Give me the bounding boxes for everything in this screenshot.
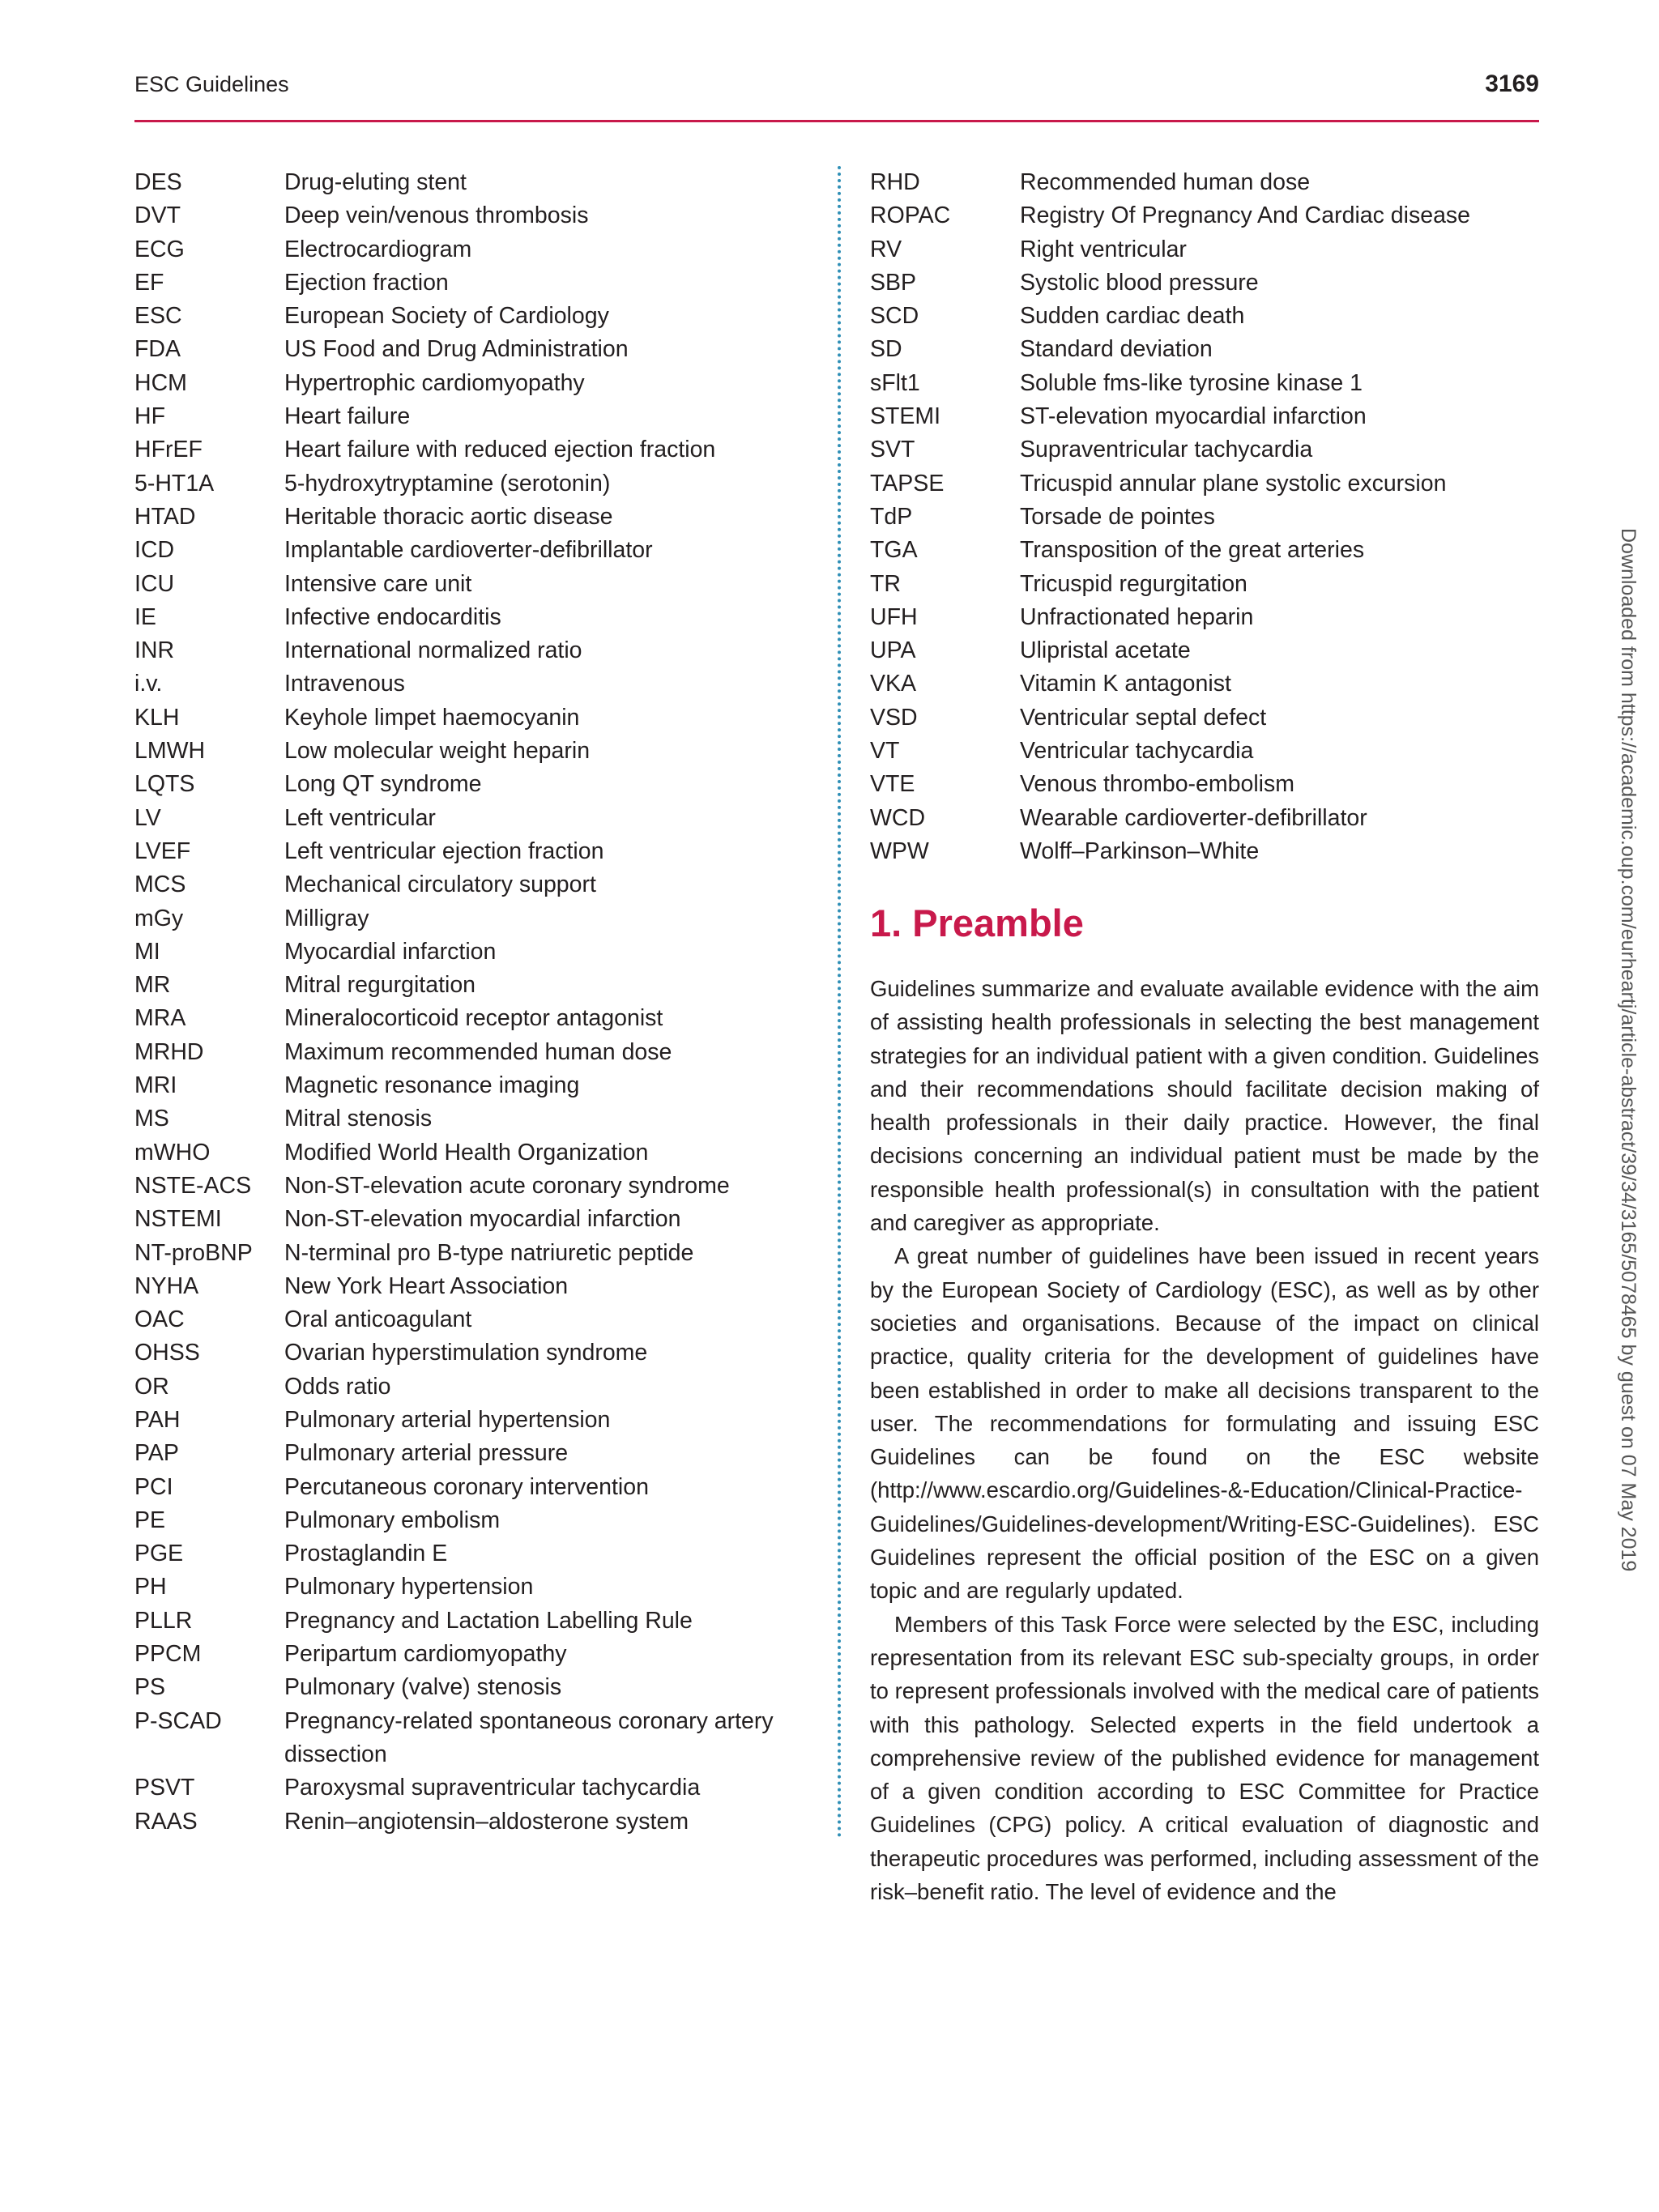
abbreviation-definition: Myocardial infarction xyxy=(284,938,497,965)
abbreviation-definition: Implantable cardioverter-defibrillator xyxy=(284,537,653,564)
header-rule xyxy=(134,120,1539,122)
abbreviation-row xyxy=(134,1571,815,1604)
abbreviation-row xyxy=(134,1771,815,1805)
abbreviation-definition: Heart failure with reduced ejection fraction xyxy=(284,437,716,463)
abbreviation-row xyxy=(870,166,1539,199)
abbreviation-row xyxy=(870,467,1539,501)
abbreviation-row xyxy=(134,1002,815,1035)
abbreviation-definition: Transposition of the great arteries xyxy=(1020,537,1365,564)
abbreviation-definition: Keyhole limpet haemocyanin xyxy=(284,704,580,731)
abbreviation-term: TGA xyxy=(870,537,918,564)
abbreviation-definition: Maximum recommended human dose xyxy=(284,1038,672,1065)
abbreviation-row xyxy=(134,233,815,266)
abbreviation-row xyxy=(134,400,815,433)
abbreviation-term: 5-HT1A xyxy=(134,470,215,497)
abbreviation-definition: Heritable thoracic aortic disease xyxy=(284,503,613,530)
abbreviation-term: MRA xyxy=(134,1005,186,1032)
abbreviation-definition: Deep vein/venous thrombosis xyxy=(284,202,589,229)
abbreviation-row xyxy=(134,367,815,400)
abbreviation-row xyxy=(870,667,1539,701)
abbreviation-row xyxy=(134,1404,815,1437)
abbreviation-definition: Oral anticoagulant xyxy=(284,1306,472,1333)
abbreviation-row xyxy=(134,667,815,701)
abbreviation-row xyxy=(134,1336,815,1370)
column-divider xyxy=(838,166,841,1839)
abbreviation-term: DES xyxy=(134,169,182,195)
abbreviation-definition: N-terminal pro B-type natriuretic peptide xyxy=(284,1239,694,1266)
abbreviation-term: TR xyxy=(870,570,901,597)
abbreviation-term: IE xyxy=(134,603,156,630)
abbreviation-row xyxy=(870,433,1539,467)
body-paragraph: A great number of guidelines have been issued in recent years by the European Society of Cardiology (ESC), as well as by other societies and organisations. Because of the impact on clinical practice, quality criteria for the development of guidelines have been established in order to make all decisions transparent to the user. The recommendations for formulating and issuing ESC Guidelines can be found on the ESC website (http://www.escardio.org/Guidelines-&-Education/Clinical-Practice-Guidelines/Guidelines-development/Writing-ESC-Guidelines). ESC Guidelines represent the official position of the ESC on a given topic and are regularly updated. xyxy=(870,1243,1539,1604)
abbreviation-term: ROPAC xyxy=(870,202,951,229)
abbreviation-definition: Mechanical circulatory support xyxy=(284,872,596,898)
abbreviation-definition: Non-ST-elevation myocardial infarction xyxy=(284,1206,681,1233)
abbreviation-row xyxy=(134,1437,815,1470)
abbreviation-row xyxy=(134,1705,815,1772)
abbreviation-term: MRI xyxy=(134,1072,177,1099)
abbreviation-definition: Pulmonary hypertension xyxy=(284,1574,534,1600)
abbreviation-definition: Tricuspid annular plane systolic excursion xyxy=(1020,470,1447,497)
abbreviation-row xyxy=(870,233,1539,266)
abbreviation-definition: Supraventricular tachycardia xyxy=(1020,437,1313,463)
abbreviation-list-left xyxy=(134,166,815,1839)
abbreviation-definition: Pulmonary arterial hypertension xyxy=(284,1406,611,1433)
abbreviation-definition: Left ventricular ejection fraction xyxy=(284,837,604,864)
abbreviation-term: SVT xyxy=(870,437,915,463)
abbreviation-row xyxy=(134,1237,815,1270)
abbreviation-definition: Sudden cardiac death xyxy=(1020,303,1245,330)
abbreviation-row xyxy=(134,266,815,300)
abbreviation-term: SBP xyxy=(870,269,917,296)
abbreviation-definition: Venous thrombo-embolism xyxy=(1020,771,1294,798)
abbreviation-row xyxy=(134,1270,815,1303)
abbreviation-row xyxy=(134,1136,815,1170)
abbreviation-row xyxy=(134,1537,815,1571)
abbreviation-definition: Percutaneous coronary intervention xyxy=(284,1473,649,1500)
abbreviation-list-right xyxy=(870,166,1539,868)
abbreviation-definition: Wolff–Parkinson–White xyxy=(1020,837,1260,864)
abbreviation-row xyxy=(134,1036,815,1069)
abbreviation-row xyxy=(134,1504,815,1537)
abbreviation-definition: Systolic blood pressure xyxy=(1020,269,1259,296)
abbreviation-term: DVT xyxy=(134,202,181,229)
abbreviation-definition: Torsade de pointes xyxy=(1020,503,1215,530)
abbreviation-term: LV xyxy=(134,804,161,831)
abbreviation-definition: Electrocardiogram xyxy=(284,236,472,262)
abbreviation-term: INR xyxy=(134,637,175,664)
body-paragraph: Members of this Task Force were selected by the ESC, including representation from its relevant ESC sub-specialty groups, in order to represent professionals involved with the medical care of patients with this pathology. Selected experts in the field undertook a comprehensive review of the published evidence for management of a given condition according to ESC Committee for Practice Guidelines (CPG) policy. A critical evaluation of diagnostic and therapeutic procedures was performed, including assessment of the risk–benefit ratio. The level of evidence and the xyxy=(870,1611,1539,1905)
abbreviation-term: OHSS xyxy=(134,1340,200,1366)
abbreviation-term: FDA xyxy=(134,336,181,363)
abbreviation-term: HCM xyxy=(134,369,187,396)
abbreviation-row xyxy=(870,802,1539,835)
abbreviation-definition: Wearable cardioverter-defibrillator xyxy=(1020,804,1367,831)
abbreviation-term: MRHD xyxy=(134,1038,204,1065)
abbreviation-definition: Tricuspid regurgitation xyxy=(1020,570,1247,597)
abbreviation-definition: Mitral regurgitation xyxy=(284,972,476,999)
abbreviation-row xyxy=(134,868,815,901)
abbreviation-definition: Heart failure xyxy=(284,403,411,430)
abbreviation-term: HTAD xyxy=(134,503,196,530)
abbreviation-definition: Renin–angiotensin–aldosterone system xyxy=(284,1808,689,1835)
abbreviation-row xyxy=(870,367,1539,400)
abbreviation-row xyxy=(870,735,1539,768)
abbreviation-term: PLLR xyxy=(134,1607,193,1634)
abbreviation-term: UPA xyxy=(870,637,916,664)
abbreviation-row xyxy=(870,534,1539,567)
abbreviation-row xyxy=(870,568,1539,601)
abbreviation-term: i.v. xyxy=(134,671,163,697)
abbreviation-row xyxy=(134,1170,815,1203)
abbreviation-definition: Standard deviation xyxy=(1020,336,1213,363)
abbreviation-definition: Intensive care unit xyxy=(284,570,472,597)
abbreviation-row xyxy=(134,166,815,199)
abbreviation-row xyxy=(134,433,815,467)
abbreviation-term: NYHA xyxy=(134,1272,199,1299)
abbreviation-term: VT xyxy=(870,738,900,765)
abbreviation-row xyxy=(134,1671,815,1704)
preamble-body xyxy=(870,972,1539,1908)
abbreviation-definition: Pregnancy-related spontaneous coronary artery dissection xyxy=(284,1707,774,1767)
abbreviation-term: ICD xyxy=(134,537,175,564)
abbreviation-definition: Infective endocarditis xyxy=(284,603,501,630)
abbreviation-definition: New York Heart Association xyxy=(284,1272,569,1299)
abbreviation-definition: Drug-eluting stent xyxy=(284,169,467,195)
abbreviation-term: LQTS xyxy=(134,771,195,798)
abbreviation-term: KLH xyxy=(134,704,180,731)
abbreviation-term: sFlt1 xyxy=(870,369,920,396)
abbreviation-definition: ST-elevation myocardial infarction xyxy=(1020,403,1367,430)
abbreviation-definition: European Society of Cardiology xyxy=(284,303,609,330)
abbreviation-definition: Mineralocorticoid receptor antagonist xyxy=(284,1005,663,1032)
abbreviation-definition: Prostaglandin E xyxy=(284,1541,448,1567)
abbreviation-term: OR xyxy=(134,1373,169,1400)
abbreviation-row xyxy=(134,501,815,534)
abbreviation-term: PGE xyxy=(134,1541,184,1567)
abbreviation-term: UFH xyxy=(870,603,918,630)
abbreviation-row xyxy=(134,1203,815,1236)
abbreviation-term: MR xyxy=(134,972,171,999)
abbreviation-row xyxy=(134,1069,815,1102)
abbreviation-row xyxy=(870,266,1539,300)
abbreviation-term: PE xyxy=(134,1507,166,1533)
abbreviation-definition: Hypertrophic cardiomyopathy xyxy=(284,369,585,396)
download-note: Downloaded from https://academic.oup.com/eurheartj/article-abstract/39/34/3165/5078465 by guest on 07 May 2019 xyxy=(1617,528,1640,1572)
abbreviation-term: RHD xyxy=(870,169,920,195)
abbreviation-row xyxy=(870,701,1539,735)
abbreviation-term: RV xyxy=(870,236,902,262)
abbreviation-definition: Ventricular tachycardia xyxy=(1020,738,1254,765)
abbreviation-term: PPCM xyxy=(134,1641,202,1668)
abbreviation-definition: US Food and Drug Administration xyxy=(284,336,629,363)
abbreviation-term: PAH xyxy=(134,1406,181,1433)
abbreviation-term: WPW xyxy=(870,837,929,864)
abbreviation-row xyxy=(134,1471,815,1504)
abbreviation-term: PSVT xyxy=(134,1775,195,1801)
abbreviation-term: WCD xyxy=(870,804,926,831)
abbreviation-definition: Magnetic resonance imaging xyxy=(284,1072,580,1099)
abbreviation-row xyxy=(870,835,1539,868)
abbreviation-definition: Ovarian hyperstimulation syndrome xyxy=(284,1340,648,1366)
abbreviation-row xyxy=(870,501,1539,534)
abbreviation-definition: Ejection fraction xyxy=(284,269,449,296)
abbreviation-term: ECG xyxy=(134,236,185,262)
abbreviation-row xyxy=(134,634,815,667)
abbreviation-definition: Peripartum cardiomyopathy xyxy=(284,1641,567,1668)
abbreviation-row xyxy=(134,768,815,801)
abbreviation-definition: Left ventricular xyxy=(284,804,436,831)
abbreviation-definition: Unfractionated heparin xyxy=(1020,603,1254,630)
abbreviation-term: MCS xyxy=(134,872,186,898)
abbreviation-definition: Recommended human dose xyxy=(1020,169,1311,195)
abbreviation-term: ESC xyxy=(134,303,182,330)
abbreviation-term: EF xyxy=(134,269,164,296)
abbreviation-definition: Ventricular septal defect xyxy=(1020,704,1267,731)
abbreviation-term: LVEF xyxy=(134,837,191,864)
abbreviation-row xyxy=(134,835,815,868)
running-header xyxy=(134,68,1539,100)
abbreviation-term: P-SCAD xyxy=(134,1707,222,1734)
abbreviation-term: OAC xyxy=(134,1306,185,1333)
abbreviation-row xyxy=(134,701,815,735)
abbreviation-row xyxy=(134,300,815,333)
abbreviation-term: SD xyxy=(870,336,902,363)
abbreviation-term: RAAS xyxy=(134,1808,198,1835)
abbreviation-row xyxy=(134,534,815,567)
abbreviation-row xyxy=(134,333,815,366)
abbreviation-term: NSTE-ACS xyxy=(134,1172,252,1199)
abbreviation-term: SCD xyxy=(870,303,919,330)
abbreviation-term: VKA xyxy=(870,671,917,697)
abbreviation-definition: Modified World Health Organization xyxy=(284,1139,649,1166)
abbreviation-row xyxy=(870,400,1539,433)
abbreviation-term: TAPSE xyxy=(870,470,945,497)
abbreviation-term: MS xyxy=(134,1106,169,1132)
abbreviation-definition: Low molecular weight heparin xyxy=(284,738,591,765)
abbreviation-definition: Long QT syndrome xyxy=(284,771,482,798)
abbreviation-row xyxy=(870,768,1539,801)
abbreviation-definition: Right ventricular xyxy=(1020,236,1187,262)
abbreviation-definition: International normalized ratio xyxy=(284,637,582,664)
abbreviation-definition: Ulipristal acetate xyxy=(1020,637,1191,664)
abbreviation-row xyxy=(870,634,1539,667)
abbreviation-term: VSD xyxy=(870,704,918,731)
abbreviation-row xyxy=(134,199,815,232)
abbreviation-row xyxy=(134,1303,815,1336)
abbreviation-term: PCI xyxy=(134,1473,173,1500)
abbreviation-term: NT-proBNP xyxy=(134,1239,253,1266)
abbreviation-definition: Milligray xyxy=(284,905,369,931)
abbreviation-row xyxy=(134,467,815,501)
abbreviation-definition: Pulmonary arterial pressure xyxy=(284,1440,569,1467)
abbreviation-term: TdP xyxy=(870,503,913,530)
abbreviation-term: NSTEMI xyxy=(134,1206,222,1233)
abbreviation-definition: Vitamin K antagonist xyxy=(1020,671,1231,697)
abbreviation-term: STEMI xyxy=(870,403,941,430)
abbreviation-row xyxy=(134,1370,815,1404)
abbreviation-definition: Intravenous xyxy=(284,671,405,697)
body-paragraph: Guidelines summarize and evaluate available evidence with the aim of assisting health professionals in selecting the best management strategies for an individual patient with a given condition. Guidelines and their recommendations should facilitate decision making of health professionals in their daily practice. However, the final decisions concerning an individual patient must be made by the responsible health professional(s) in consultation with the patient and caregiver as appropriate. xyxy=(870,976,1539,1236)
abbreviation-term: HF xyxy=(134,403,165,430)
abbreviation-row xyxy=(134,936,815,969)
abbreviation-row xyxy=(134,1638,815,1671)
abbreviation-term: mWHO xyxy=(134,1139,211,1166)
abbreviation-term: MI xyxy=(134,938,160,965)
abbreviation-term: mGy xyxy=(134,905,184,931)
abbreviation-term: ICU xyxy=(134,570,175,597)
abbreviation-definition: Registry Of Pregnancy And Cardiac disease xyxy=(1020,202,1471,229)
abbreviation-row xyxy=(870,333,1539,366)
abbreviation-definition: Odds ratio xyxy=(284,1373,391,1400)
abbreviation-row xyxy=(870,300,1539,333)
abbreviation-row xyxy=(870,601,1539,634)
abbreviation-definition: Mitral stenosis xyxy=(284,1106,433,1132)
abbreviation-term: LMWH xyxy=(134,738,206,765)
abbreviation-definition: Non-ST-elevation acute coronary syndrome xyxy=(284,1172,730,1199)
abbreviation-row xyxy=(134,601,815,634)
abbreviation-term: PH xyxy=(134,1574,167,1600)
download-watermark xyxy=(1614,528,1643,1678)
abbreviation-row xyxy=(134,902,815,936)
abbreviation-definition: Soluble fms-like tyrosine kinase 1 xyxy=(1020,369,1363,396)
abbreviation-definition: 5-hydroxytryptamine (serotonin) xyxy=(284,470,611,497)
abbreviation-definition: Pregnancy and Lactation Labelling Rule xyxy=(284,1607,693,1634)
abbreviation-term: PAP xyxy=(134,1440,179,1467)
abbreviation-row xyxy=(134,1605,815,1638)
journal-name: ESC Guidelines xyxy=(134,72,289,96)
abbreviation-row xyxy=(134,568,815,601)
abbreviation-term: PS xyxy=(134,1674,166,1701)
abbreviation-row xyxy=(134,802,815,835)
abbreviation-term: VTE xyxy=(870,771,915,798)
abbreviation-row xyxy=(870,199,1539,232)
abbreviation-definition: Pulmonary embolism xyxy=(284,1507,501,1533)
page-number: 3169 xyxy=(1485,70,1539,97)
abbreviation-row xyxy=(134,735,815,768)
section-title: 1. Preamble xyxy=(870,901,1084,944)
abbreviation-row xyxy=(134,1102,815,1136)
abbreviation-definition: Paroxysmal supraventricular tachycardia xyxy=(284,1775,701,1801)
abbreviation-term: HFrEF xyxy=(134,437,203,463)
abbreviation-row xyxy=(134,969,815,1002)
abbreviation-definition: Pulmonary (valve) stenosis xyxy=(284,1674,562,1701)
abbreviation-row xyxy=(134,1805,815,1839)
